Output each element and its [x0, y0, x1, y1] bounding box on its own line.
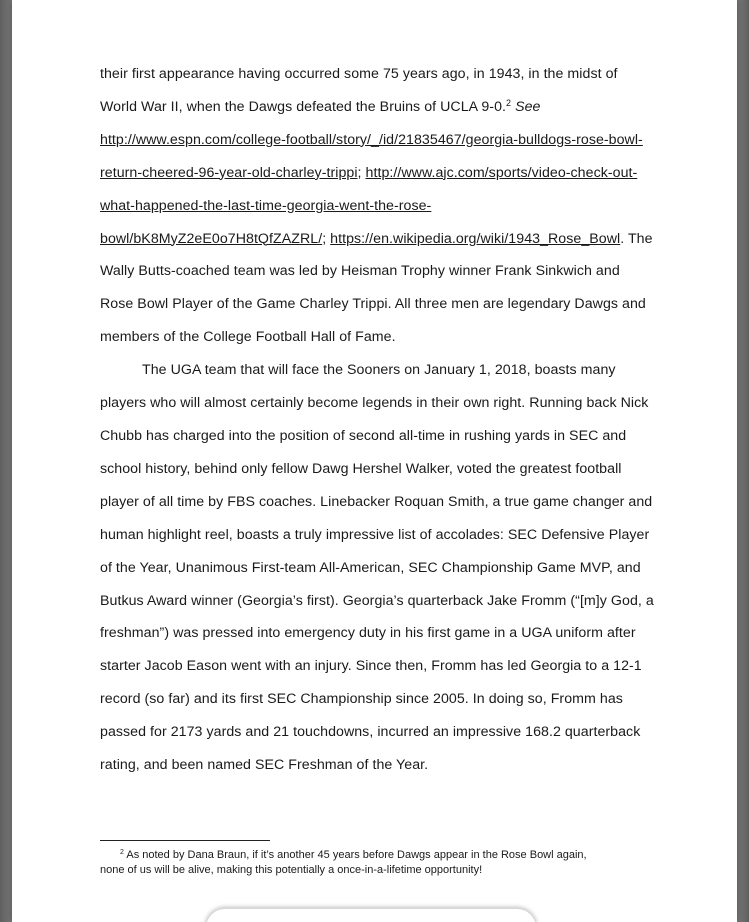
text-fragment: . The — [620, 230, 653, 247]
ajc-link-part[interactable]: http://www.ajc.com/sports/video-check-out- — [365, 164, 638, 181]
paragraph-2 — [100, 354, 670, 782]
text-line: human highlight reel, boasts a truly impressive list of accolades: SEC Defensive Player — [100, 526, 650, 543]
text-line: their first appearance having occurred some 75 years ago, in 1943, in the midst of — [100, 66, 618, 82]
footnote-line: none of us will be alive, making this potentially a once-in-a-lifetime opportunity! — [100, 864, 483, 876]
footnote-divider — [100, 840, 270, 841]
text-line: Chubb has charged into the position of second all-time in rushing yards in SEC and — [100, 427, 627, 444]
footnote — [100, 848, 660, 878]
text-line: passed for 2173 yards and 21 touchdowns, incurred an impressive 168.2 quarterback — [100, 724, 641, 741]
espn-link-part[interactable]: return-cheered-96-year-old-charley-trippi — [100, 164, 358, 181]
paragraph-1 — [100, 58, 670, 354]
separator: ; — [357, 164, 366, 181]
footnote-text: As noted by Dana Braun, if it’s another 45 years before Dawgs appear in the Rose Bowl again, — [126, 849, 587, 861]
document-page[interactable] — [12, 0, 737, 922]
body-text — [100, 58, 670, 782]
text-line: rating, and been named SEC Freshman of the Year. — [100, 757, 429, 774]
text-line: freshman”) was pressed into emergency duty in his first game in a UGA uniform after — [100, 625, 636, 642]
text-line: World War II, when the Dawgs defeated the Bruins of UCLA 9-0. — [100, 98, 507, 115]
text-line: Wally Butts-coached team was led by Heisman Trophy winner Frank Sinkwich and — [100, 263, 620, 280]
footnote-line — [100, 848, 660, 863]
text-line: of the Year, Unanimous First-team All-American, SEC Championship Game MVP, and — [100, 559, 641, 576]
footnote-number: 2 — [120, 849, 124, 856]
ajc-link-part[interactable]: bowl/bK8MyZ2eE0o7H8tQfZAZRL/ — [100, 230, 323, 247]
text-line: player of all time by FBS coaches. Linebacker Roquan Smith, a true game changer and — [100, 493, 653, 510]
see-signal: See — [515, 98, 541, 115]
text-line: members of the College Football Hall of Fame. — [100, 329, 396, 346]
text-line: players who will almost certainly become legends in their own right. Running back Nick — [100, 395, 649, 412]
separator: ; — [322, 230, 331, 247]
text-line: Rose Bowl Player of the Game Charley Trippi. All three men are legendary Dawgs and — [100, 296, 646, 313]
text-line: school history, behind only fellow Dawg Hershel Walker, voted the greatest football — [100, 460, 622, 477]
wikipedia-link[interactable]: https://en.wikipedia.org/wiki/1943_Rose_Bowl — [330, 230, 621, 247]
floating-toolbar[interactable] — [205, 908, 537, 922]
espn-link-part[interactable]: http://www.espn.com/college-football/story/_/id/21835467/georgia-bulldogs-rose-bowl- — [100, 131, 643, 148]
text-line: starter Jacob Eason went with an injury. Since then, Fromm has led Georgia to a 12-1 — [100, 658, 642, 675]
text-line: Butkus Award winner (Georgia’s first). Georgia’s quarterback Jake Fromm (“[m]y God, a — [100, 592, 654, 609]
footnote-reference[interactable]: 2 — [506, 97, 512, 108]
ajc-link-part[interactable]: what-happened-the-last-time-georgia-went-the-rose- — [100, 197, 432, 214]
text-line: record (so far) and its first SEC Championship since 2005. In doing so, Fromm has — [100, 691, 623, 708]
text-line: The UGA team that will face the Sooners on January 1, 2018, boasts many — [142, 362, 616, 379]
